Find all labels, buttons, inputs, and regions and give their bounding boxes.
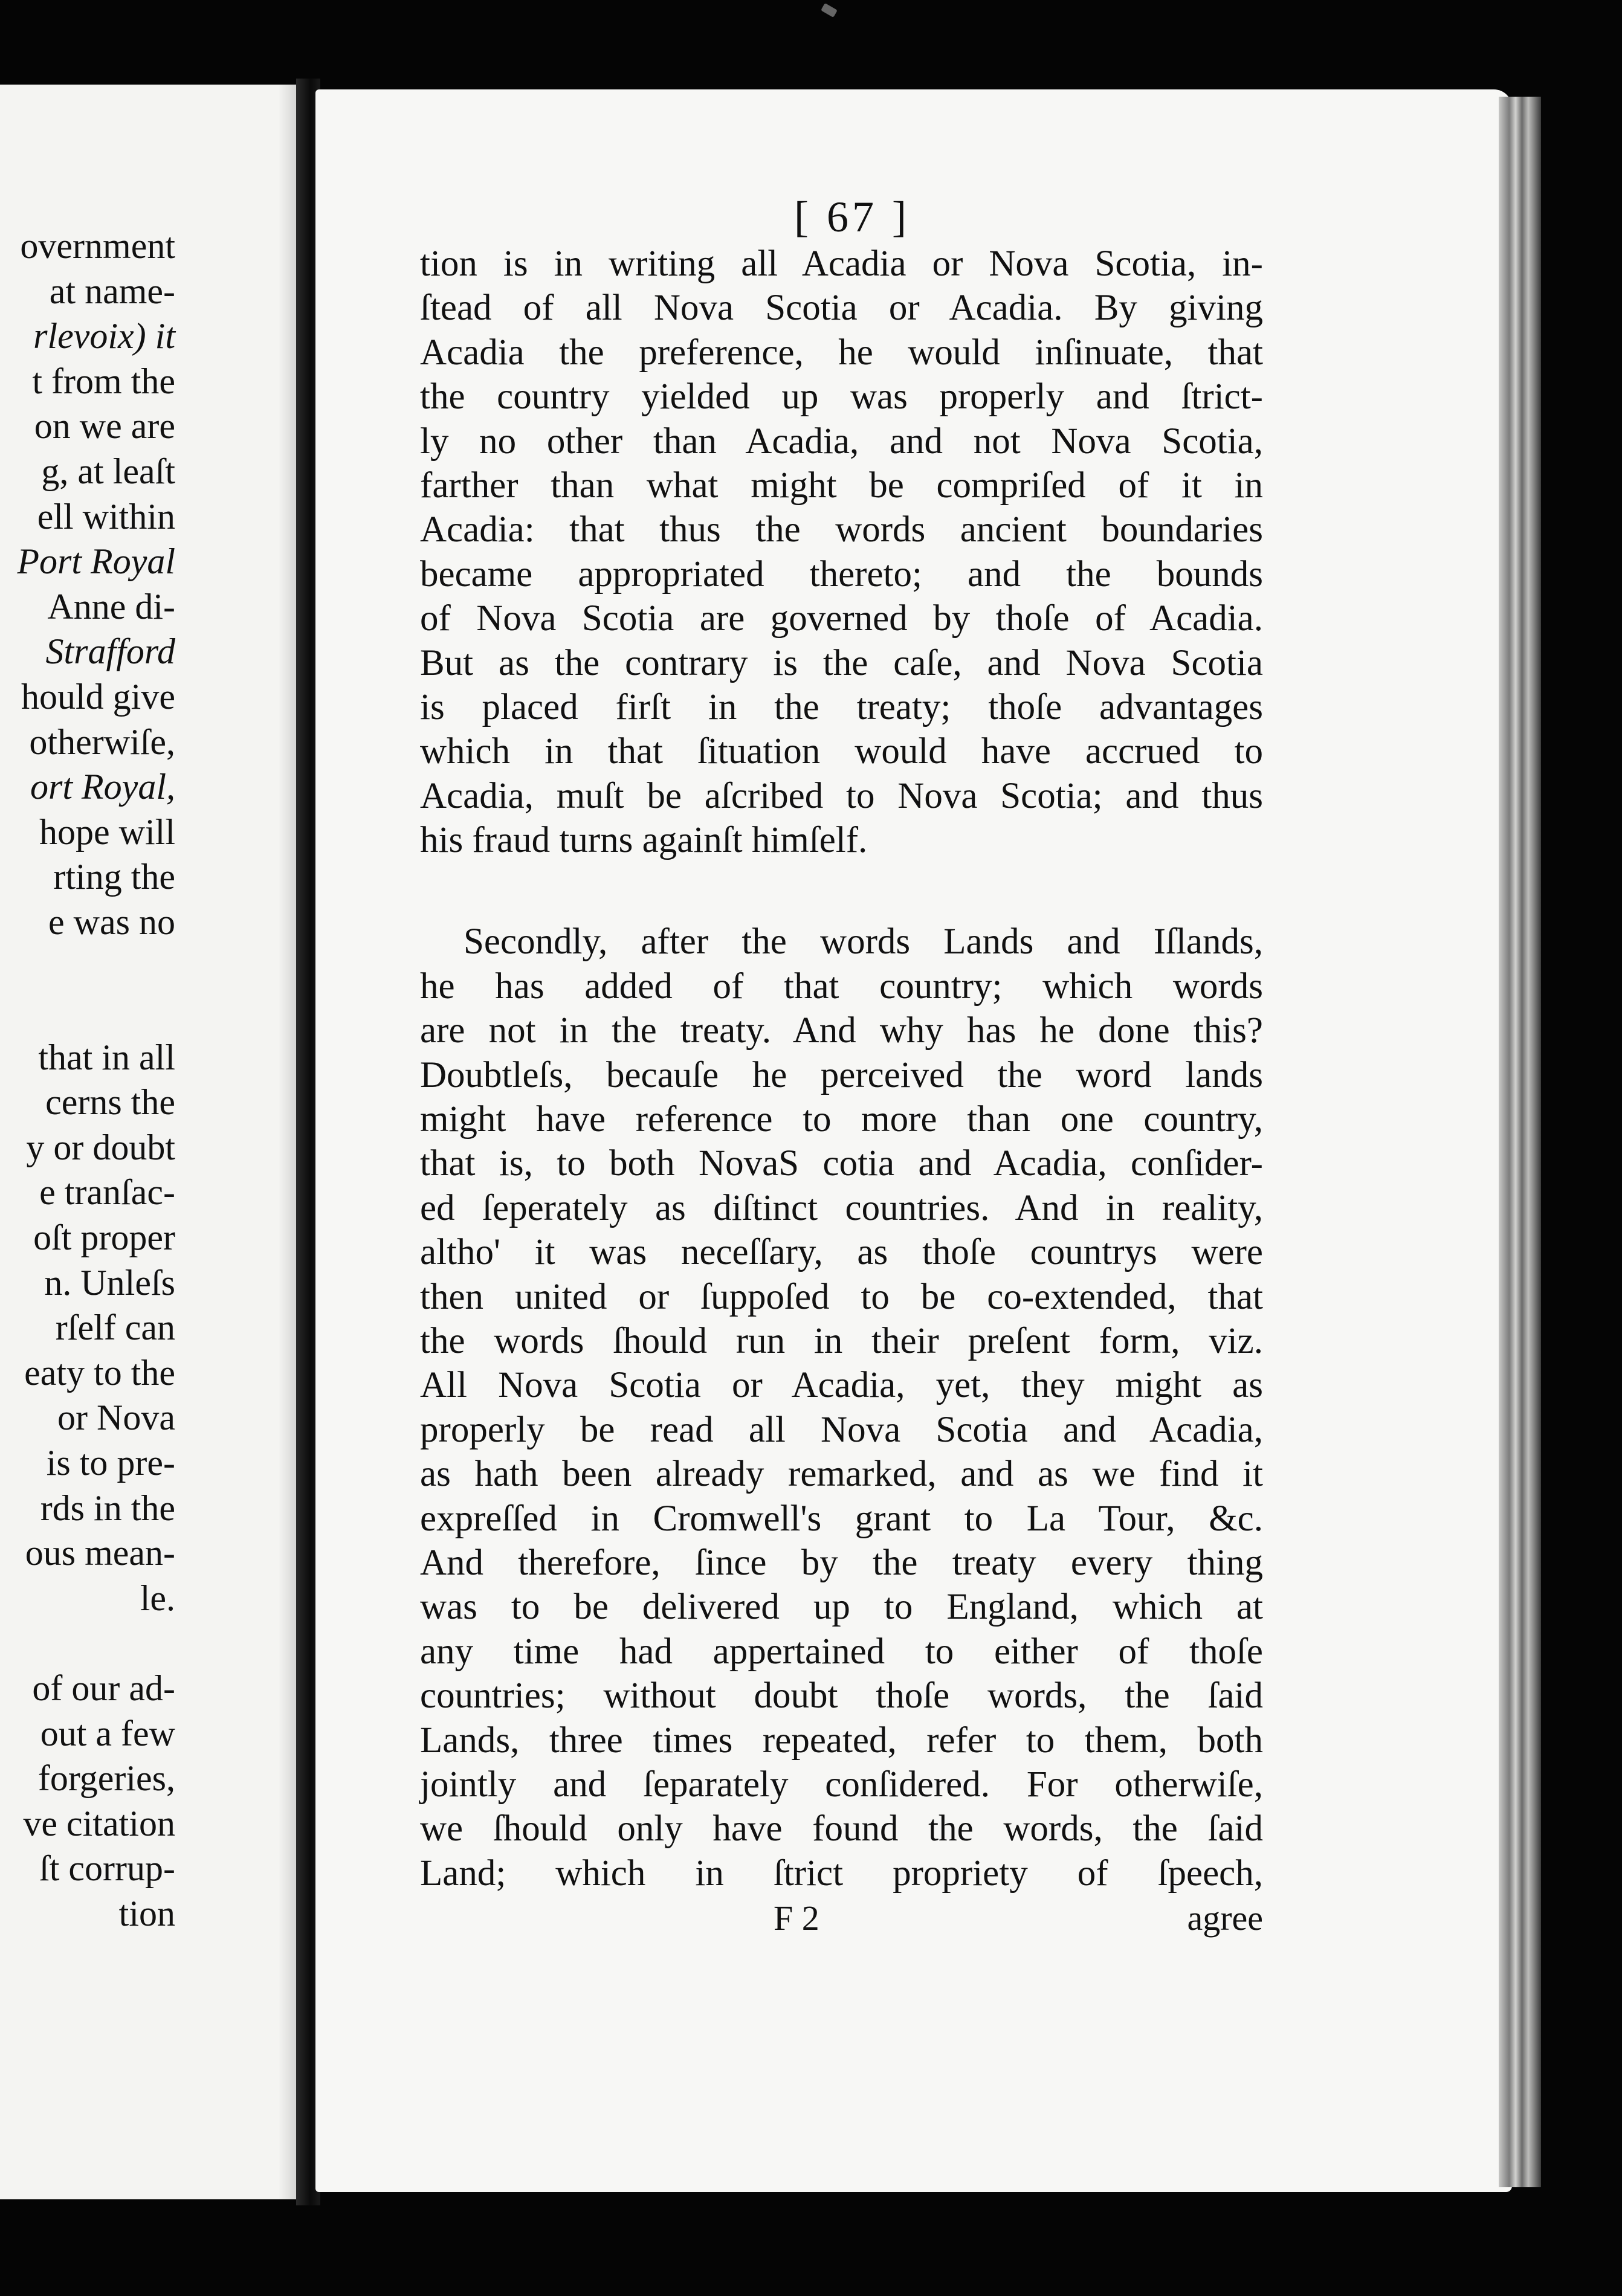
- left-line: y or doubt: [26, 1127, 175, 1167]
- text-line: ly no other than Acadia, and not Nova Scotia,: [420, 421, 1263, 462]
- text-line: jointly and ſeparately conſidered. For otherwiſe,: [420, 1764, 1263, 1805]
- left-line: ſt corrup-: [39, 1848, 175, 1889]
- left-line: or Nova: [57, 1398, 175, 1438]
- text-line: that is, to both NovaS cotia and Acadia, conſider-: [420, 1143, 1263, 1184]
- left-line: Anne di-: [47, 586, 175, 627]
- left-line: le.: [140, 1578, 175, 1618]
- left-line: ort Royal,: [30, 767, 175, 807]
- left-line: eaty to the: [24, 1352, 175, 1393]
- left-line: of our ad-: [32, 1668, 175, 1708]
- text-line: expreſſed in Cromwell's grant to La Tour, &c.: [420, 1498, 1263, 1539]
- text-line: farther than what might be compriſed of it in: [420, 465, 1263, 506]
- left-line: ve citation: [23, 1803, 175, 1843]
- text-line: tion is in writing all Acadia or Nova Scotia, in-: [420, 243, 1263, 284]
- left-line: hould give: [21, 676, 175, 717]
- left-line: tion: [118, 1893, 175, 1933]
- text-line: any time had appertained to either of thoſe: [420, 1631, 1263, 1672]
- left-line: cerns the: [45, 1082, 175, 1123]
- left-line: rlevoix) it: [33, 316, 175, 356]
- left-page: [0, 85, 296, 2199]
- text-line: countries; without doubt thoſe words, the ſaid: [420, 1675, 1263, 1717]
- text-line: became appropriated thereto; and the bounds: [420, 553, 1263, 595]
- left-line: [0, 1620, 175, 1666]
- text-line: ſtead of all Nova Scotia or Acadia. By giving: [420, 288, 1263, 329]
- paragraph-2: [420, 920, 1263, 1895]
- paragraph-gap: [420, 862, 1263, 920]
- left-line: Strafford: [45, 631, 175, 672]
- paragraph-1: [420, 242, 1263, 862]
- left-line: rſelf can: [55, 1308, 175, 1348]
- left-page-text: [0, 224, 175, 1936]
- text-line: the words ſhould run in their preſent form, viz.: [420, 1320, 1263, 1361]
- left-line: ous mean-: [25, 1533, 175, 1573]
- text-line: we ſhould only have found the words, the ſaid: [420, 1808, 1263, 1849]
- text-line: But as the contrary is the caſe, and Nova Scotia: [420, 642, 1263, 683]
- text-line: And therefore, ſince by the treaty every thing: [420, 1542, 1263, 1583]
- body-text: [420, 242, 1263, 1895]
- left-line: [0, 990, 175, 1035]
- text-line: which in that ſituation would have accrued to: [420, 731, 1263, 772]
- text-line: Acadia the preference, he would inſinuate, that: [420, 332, 1263, 373]
- page-number: [ 67 ]: [794, 193, 910, 241]
- signature-mark: F 2: [774, 1898, 819, 1938]
- scan-speck: [821, 3, 838, 18]
- left-line: at name-: [49, 271, 175, 311]
- left-line: ell within: [37, 496, 175, 537]
- catchword: agree: [1187, 1898, 1263, 1938]
- text-line: as hath been already remarked, and as we find it: [420, 1454, 1263, 1495]
- left-line: otherwiſe,: [29, 721, 175, 762]
- text-line: his fraud turns againſt himſelf.: [420, 820, 868, 861]
- left-line: on we are: [34, 406, 175, 447]
- left-line: rting the: [53, 857, 175, 897]
- text-line: ed ſeperately as diſtinct countries. And in reality,: [420, 1187, 1263, 1228]
- left-line: [0, 945, 175, 990]
- text-line: of Nova Scotia are governed by thoſe of Acadia.: [420, 598, 1263, 639]
- left-line: g, at leaſt: [41, 451, 175, 491]
- text-line: Lands, three times repeated, refer to them, both: [420, 1720, 1263, 1761]
- text-line: Acadia: that thus the words ancient boundaries: [420, 509, 1263, 550]
- left-line: is to pre-: [46, 1443, 175, 1483]
- text-line: properly be read all Nova Scotia and Acadia,: [420, 1409, 1263, 1450]
- left-line: that in all: [38, 1037, 175, 1077]
- text-line: are not in the treaty. And why has he done this?: [420, 1010, 1263, 1051]
- left-line: hope will: [39, 811, 175, 852]
- left-line: rds in the: [40, 1488, 175, 1528]
- left-line: forgeries,: [37, 1758, 175, 1799]
- left-line: out a few: [40, 1713, 175, 1753]
- text-line: is placed firſt in the treaty; thoſe advantages: [420, 686, 1263, 727]
- left-line: t from the: [32, 361, 175, 401]
- text-line: was to be delivered up to England, which at: [420, 1587, 1263, 1628]
- left-line: n. Unleſs: [44, 1262, 175, 1303]
- left-line: overnment: [20, 226, 175, 266]
- left-line: oſt proper: [33, 1217, 175, 1258]
- left-line: e was no: [48, 901, 175, 942]
- left-line: e tranſac-: [39, 1172, 175, 1213]
- text-line: he has added of that country; which words: [420, 966, 1263, 1007]
- text-line: then united or ſuppoſed to be co-extended, that: [420, 1276, 1263, 1317]
- left-line: Port Royal: [17, 541, 175, 582]
- text-line: Secondly, after the words Lands and Iſlands,: [464, 921, 1263, 963]
- text-line: Acadia, muſt be aſcribed to Nova Scotia; and thus: [420, 775, 1263, 816]
- text-line: All Nova Scotia or Acadia, yet, they might as: [420, 1365, 1263, 1406]
- text-line: altho' it was neceſſary, as thoſe countrys were: [420, 1232, 1263, 1273]
- page-edge: [1499, 97, 1541, 2187]
- text-line: Land; which in ſtrict propriety of ſpeech,: [420, 1853, 1263, 1894]
- text-line: the country yielded up was properly and ſtrict-: [420, 376, 1263, 418]
- text-line: Doubtleſs, becauſe he perceived the word lands: [420, 1054, 1263, 1095]
- text-line: might have reference to more than one country,: [420, 1099, 1263, 1140]
